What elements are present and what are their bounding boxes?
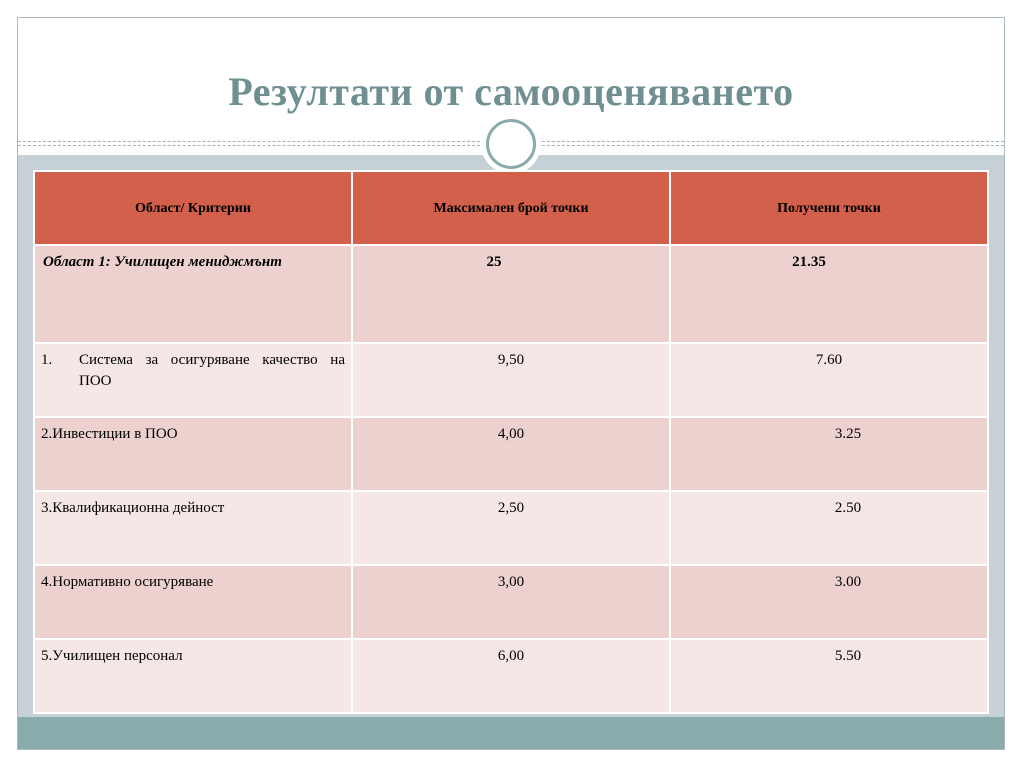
- area-label: Област 1: Училищен мениджмънт: [34, 245, 352, 343]
- circle-ornament-ring: [486, 119, 536, 169]
- header-area-criteria: Област/ Критерии: [34, 171, 352, 245]
- max-points-cell: 3,00: [352, 565, 670, 639]
- table-row: [34, 343, 988, 417]
- received-points-cell: 3.25: [670, 417, 988, 491]
- criterion-cell: [34, 343, 352, 417]
- max-points-cell: 9,50: [352, 343, 670, 417]
- header-received-points: Получени точки: [670, 171, 988, 245]
- table-header-row: [34, 171, 988, 245]
- max-points-cell: 6,00: [352, 639, 670, 713]
- max-points-cell: 4,00: [352, 417, 670, 491]
- area-max-points: 25: [352, 245, 670, 343]
- table-row: [34, 417, 988, 491]
- received-points-cell: 3.00: [670, 565, 988, 639]
- criterion-label: 5.Училищен персонал: [34, 639, 352, 713]
- criterion-label: 3.Квалификационна дейност: [34, 491, 352, 565]
- criterion-label: Система за осигуряване качество на ПОО: [79, 352, 345, 389]
- received-points-cell: 7.60: [670, 343, 988, 417]
- table-row-area: [34, 245, 988, 343]
- area-received-points: 21.35: [670, 245, 988, 343]
- criterion-label: 2.Инвестиции в ПОО: [34, 417, 352, 491]
- criterion-number: 1.: [41, 352, 53, 368]
- max-points-cell: 2,50: [352, 491, 670, 565]
- table-row: [34, 491, 988, 565]
- received-points-cell: 5.50: [670, 639, 988, 713]
- header-max-points: Максимален брой точки: [352, 171, 670, 245]
- criterion-label: 4.Нормативно осигуряване: [34, 565, 352, 639]
- slide-title: Резултати от самооценяването: [228, 69, 794, 114]
- footer-band: [18, 717, 1004, 749]
- received-points-cell: 2.50: [670, 491, 988, 565]
- table-row: [34, 639, 988, 713]
- table-row: [34, 565, 988, 639]
- results-table: [33, 170, 989, 714]
